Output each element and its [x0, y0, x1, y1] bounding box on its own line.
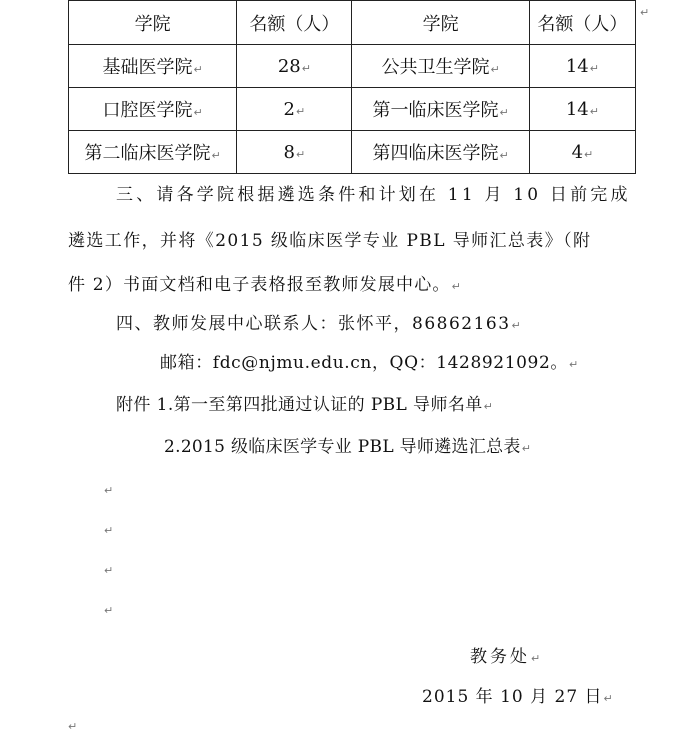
table-cell: 14↵ [529, 45, 635, 88]
table-cell: 4↵ [529, 131, 635, 174]
paragraph-mark: ↵ [104, 604, 114, 617]
table-cell: 基础医学院↵ [69, 45, 237, 88]
header-college-1: 学院 [69, 1, 237, 45]
paragraph-mark: ↵ [104, 484, 114, 497]
table-cell: 14↵ [529, 88, 635, 131]
header-college-2: 学院 [352, 1, 529, 45]
paragraph-mark: ↵ [104, 524, 114, 537]
paragraph-mark: ↵ [68, 720, 78, 733]
signature-date: 2015 年 10 月 27 日↵ [422, 687, 614, 707]
quota-table [68, 0, 636, 174]
paragraph-mark: ↵ [104, 564, 114, 577]
table-header-row [69, 1, 636, 45]
table-cell: 第一临床医学院↵ [352, 88, 529, 131]
table-cell: 口腔医学院↵ [69, 88, 237, 131]
header-quota-1: 名额（人） [237, 1, 352, 45]
item4-contact: 四、教师发展中心联系人：张怀平，86862163↵ [116, 314, 523, 334]
table-cell: 2↵ [237, 88, 352, 131]
paragraph-mark: ↵ [640, 6, 650, 19]
table-cell: 第二临床医学院↵ [69, 131, 237, 174]
attachment-1: 附件 1.第一至第四批通过认证的 PBL 导师名单↵ [116, 395, 494, 415]
table-cell: 8↵ [237, 131, 352, 174]
table-cell: 28↵ [237, 45, 352, 88]
signature-office: 教务处↵ [470, 647, 544, 667]
table-cell: 公共卫生学院↵ [352, 45, 529, 88]
contact-email: 邮箱：fdc@njmu.edu.cn，QQ：1428921092。↵ [160, 353, 579, 373]
attachment-2: 2.2015 级临床医学专业 PBL 导师遴选汇总表↵ [164, 437, 532, 457]
item3-line3: 件 2）书面文档和电子表格报至教师发展中心。↵ [68, 275, 463, 295]
header-quota-2: 名额（人） [529, 1, 635, 45]
table-row [69, 131, 636, 174]
item3-line2: 遴选工作，并将《2015 级临床医学专业 PBL 导师汇总表》（附 [68, 231, 592, 251]
table-row [69, 88, 636, 131]
item3-line1: 三、请各学院根据遴选条件和计划在 11 月 10 日前完成 [116, 185, 631, 205]
table-row [69, 45, 636, 88]
table-cell: 第四临床医学院↵ [352, 131, 529, 174]
